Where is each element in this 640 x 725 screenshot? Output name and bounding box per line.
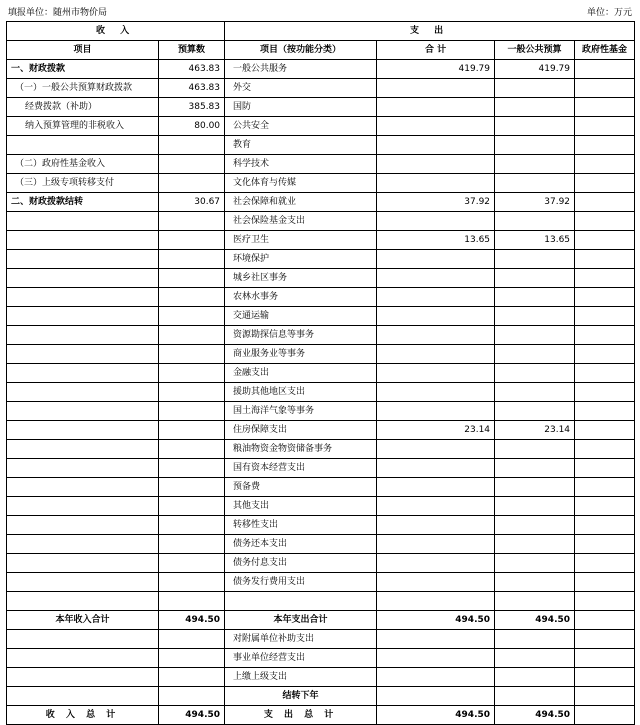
government-fund-cell xyxy=(575,269,635,288)
income-amount-cell: 80.00 xyxy=(159,117,225,136)
income-amount-cell xyxy=(159,516,225,535)
expense-total-cell xyxy=(377,155,495,174)
expense-total-cell xyxy=(377,554,495,573)
government-fund-cell xyxy=(575,117,635,136)
expense-item-cell: 对附属单位补助支出 xyxy=(225,630,377,649)
income-amount-cell: 463.83 xyxy=(159,79,225,98)
table-row xyxy=(7,516,635,535)
general-public-budget-cell xyxy=(495,668,575,687)
expense-total-cell xyxy=(377,630,495,649)
income-item-cell xyxy=(7,383,159,402)
table-row xyxy=(7,611,635,630)
expense-total-cell: 13.65 xyxy=(377,231,495,250)
expense-item-cell: 国防 xyxy=(225,98,377,117)
income-amount-cell xyxy=(159,478,225,497)
expense-total-cell xyxy=(377,212,495,231)
expense-item-cell: 科学技术 xyxy=(225,155,377,174)
expense-total-cell xyxy=(377,402,495,421)
expense-total-cell xyxy=(377,269,495,288)
filing-unit-label: 填报单位：随州市物价局 xyxy=(8,8,108,18)
expense-total-cell xyxy=(377,383,495,402)
income-item-cell xyxy=(7,136,159,155)
general-public-budget-cell xyxy=(495,345,575,364)
income-amount-cell xyxy=(159,383,225,402)
expense-item-cell: 交通运输 xyxy=(225,307,377,326)
expense-item-cell: 社会保险基金支出 xyxy=(225,212,377,231)
expense-item-cell: 债务还本支出 xyxy=(225,535,377,554)
general-public-budget-cell xyxy=(495,155,575,174)
income-item-cell xyxy=(7,307,159,326)
table-row xyxy=(7,288,635,307)
expense-item-cell: 债务发行费用支出 xyxy=(225,573,377,592)
general-public-budget-cell xyxy=(495,649,575,668)
general-public-budget-cell xyxy=(495,592,575,611)
government-fund-cell xyxy=(575,535,635,554)
table-row xyxy=(7,630,635,649)
government-fund-cell xyxy=(575,288,635,307)
col-total: 合 计 xyxy=(377,41,495,60)
government-fund-cell xyxy=(575,592,635,611)
expense-item-cell: 援助其他地区支出 xyxy=(225,383,377,402)
income-amount-cell xyxy=(159,269,225,288)
general-public-budget-cell: 13.65 xyxy=(495,231,575,250)
expense-group-header: 支 出 xyxy=(225,22,635,41)
income-item-cell xyxy=(7,212,159,231)
expense-total-cell xyxy=(377,516,495,535)
expense-item-cell: 一般公共服务 xyxy=(225,60,377,79)
income-amount-cell xyxy=(159,345,225,364)
income-amount-cell: 494.50 xyxy=(159,611,225,630)
government-fund-cell xyxy=(575,478,635,497)
income-item-cell: 纳入预算管理的非税收入 xyxy=(7,117,159,136)
col-general-public-budget: 一般公共预算 xyxy=(495,41,575,60)
income-amount-cell xyxy=(159,497,225,516)
expense-total-cell xyxy=(377,250,495,269)
income-item-cell xyxy=(7,269,159,288)
expense-item-cell: 社会保障和就业 xyxy=(225,193,377,212)
table-row xyxy=(7,155,635,174)
income-amount-cell xyxy=(159,421,225,440)
expense-item-cell: 教育 xyxy=(225,136,377,155)
general-public-budget-cell: 23.14 xyxy=(495,421,575,440)
expense-item-cell: 其他支出 xyxy=(225,497,377,516)
expense-total-cell: 37.92 xyxy=(377,193,495,212)
income-amount-cell xyxy=(159,402,225,421)
government-fund-cell xyxy=(575,402,635,421)
general-public-budget-cell: 419.79 xyxy=(495,60,575,79)
general-public-budget-cell xyxy=(495,535,575,554)
government-fund-cell xyxy=(575,668,635,687)
income-grand-total-amount: 494.50 xyxy=(159,706,225,725)
general-public-budget-cell xyxy=(495,117,575,136)
expense-item-cell: 农林水事务 xyxy=(225,288,377,307)
expense-item-cell: 债务付息支出 xyxy=(225,554,377,573)
government-fund-grand-total-amount xyxy=(575,706,635,725)
general-public-budget-cell xyxy=(495,326,575,345)
government-fund-cell xyxy=(575,364,635,383)
government-fund-cell xyxy=(575,421,635,440)
column-header-row xyxy=(7,41,635,60)
general-public-budget-cell xyxy=(495,79,575,98)
income-amount-cell xyxy=(159,573,225,592)
expense-total-cell xyxy=(377,649,495,668)
government-fund-cell xyxy=(575,60,635,79)
income-item-cell: 二、财政拨款结转 xyxy=(7,193,159,212)
income-amount-cell xyxy=(159,231,225,250)
expense-total-cell xyxy=(377,98,495,117)
income-item-cell xyxy=(7,288,159,307)
general-public-budget-cell xyxy=(495,687,575,706)
expense-total-cell xyxy=(377,573,495,592)
general-public-budget-cell xyxy=(495,269,575,288)
income-item-cell xyxy=(7,573,159,592)
col-expense-item: 项目（按功能分类） xyxy=(225,41,377,60)
expense-item-cell: 预备费 xyxy=(225,478,377,497)
table-row xyxy=(7,554,635,573)
income-item-cell xyxy=(7,440,159,459)
table-row xyxy=(7,79,635,98)
expense-total-cell xyxy=(377,288,495,307)
expense-item-cell: 事业单位经营支出 xyxy=(225,649,377,668)
government-fund-cell xyxy=(575,440,635,459)
income-amount-cell xyxy=(159,250,225,269)
general-public-budget-cell xyxy=(495,364,575,383)
income-amount-cell xyxy=(159,364,225,383)
income-item-cell: 经费拨款（补助） xyxy=(7,98,159,117)
table-row xyxy=(7,478,635,497)
government-fund-cell xyxy=(575,326,635,345)
government-fund-cell xyxy=(575,554,635,573)
expense-item-cell xyxy=(225,592,377,611)
expense-total-cell xyxy=(377,307,495,326)
table-row xyxy=(7,345,635,364)
expense-total-cell xyxy=(377,535,495,554)
general-public-budget-cell xyxy=(495,212,575,231)
general-public-budget-cell xyxy=(495,554,575,573)
table-row xyxy=(7,535,635,554)
general-public-budget-cell xyxy=(495,288,575,307)
general-public-budget-cell xyxy=(495,440,575,459)
expense-item-cell: 国土海洋气象等事务 xyxy=(225,402,377,421)
income-item-cell xyxy=(7,250,159,269)
government-fund-cell xyxy=(575,174,635,193)
expense-item-cell: 本年支出合计 xyxy=(225,611,377,630)
table-row xyxy=(7,136,635,155)
income-amount-cell xyxy=(159,307,225,326)
expense-total-cell: 494.50 xyxy=(377,611,495,630)
income-item-cell xyxy=(7,687,159,706)
income-item-cell xyxy=(7,231,159,250)
income-item-cell xyxy=(7,649,159,668)
government-fund-cell xyxy=(575,383,635,402)
expense-item-cell: 商业服务业等事务 xyxy=(225,345,377,364)
table-row xyxy=(7,174,635,193)
report-header xyxy=(6,0,634,21)
general-public-budget-cell xyxy=(495,402,575,421)
income-amount-cell xyxy=(159,136,225,155)
expense-total-cell xyxy=(377,668,495,687)
income-item-cell xyxy=(7,326,159,345)
grand-total-row xyxy=(7,706,635,725)
income-item-cell xyxy=(7,364,159,383)
table-row xyxy=(7,668,635,687)
table-row xyxy=(7,573,635,592)
expense-total-cell: 23.14 xyxy=(377,421,495,440)
expense-item-cell: 城乡社区事务 xyxy=(225,269,377,288)
table-row xyxy=(7,459,635,478)
expense-total-cell xyxy=(377,687,495,706)
table-row xyxy=(7,212,635,231)
income-item-cell xyxy=(7,478,159,497)
expense-total-cell xyxy=(377,345,495,364)
income-amount-cell xyxy=(159,459,225,478)
government-fund-cell xyxy=(575,307,635,326)
expense-total-cell xyxy=(377,174,495,193)
government-fund-cell xyxy=(575,98,635,117)
income-amount-cell: 463.83 xyxy=(159,60,225,79)
general-public-budget-cell xyxy=(495,630,575,649)
income-amount-cell xyxy=(159,630,225,649)
table-row xyxy=(7,649,635,668)
expense-item-cell: 资源勘探信息等事务 xyxy=(225,326,377,345)
expense-total-cell xyxy=(377,478,495,497)
income-item-cell: （一）一般公共预算财政拨款 xyxy=(7,79,159,98)
table-row xyxy=(7,497,635,516)
expense-grand-total-label: 支 出 总 计 xyxy=(225,706,377,725)
expense-item-cell: 公共安全 xyxy=(225,117,377,136)
government-fund-cell xyxy=(575,136,635,155)
income-item-cell: 一、财政拨款 xyxy=(7,60,159,79)
income-item-cell xyxy=(7,630,159,649)
government-fund-cell xyxy=(575,231,635,250)
government-fund-cell xyxy=(575,193,635,212)
government-fund-cell xyxy=(575,155,635,174)
table-row xyxy=(7,269,635,288)
general-public-budget-cell xyxy=(495,459,575,478)
general-public-budget-cell xyxy=(495,136,575,155)
income-amount-cell: 385.83 xyxy=(159,98,225,117)
general-public-budget-cell xyxy=(495,174,575,193)
government-fund-cell xyxy=(575,649,635,668)
government-fund-cell xyxy=(575,611,635,630)
income-amount-cell xyxy=(159,687,225,706)
income-item-cell xyxy=(7,497,159,516)
income-item-cell xyxy=(7,402,159,421)
budget-table xyxy=(6,21,635,725)
expense-item-cell: 国有资本经营支出 xyxy=(225,459,377,478)
income-amount-cell xyxy=(159,440,225,459)
table-row xyxy=(7,364,635,383)
income-amount-cell: 30.67 xyxy=(159,193,225,212)
expense-item-cell: 转移性支出 xyxy=(225,516,377,535)
income-amount-cell xyxy=(159,668,225,687)
government-fund-cell xyxy=(575,687,635,706)
general-public-budget-cell xyxy=(495,250,575,269)
expense-item-cell: 上缴上级支出 xyxy=(225,668,377,687)
general-public-grand-total-amount: 494.50 xyxy=(495,706,575,725)
income-amount-cell xyxy=(159,212,225,231)
general-public-budget-cell xyxy=(495,478,575,497)
general-public-budget-cell xyxy=(495,497,575,516)
general-public-budget-cell: 494.50 xyxy=(495,611,575,630)
col-income-amount: 预算数 xyxy=(159,41,225,60)
government-fund-cell xyxy=(575,573,635,592)
expense-total-cell xyxy=(377,136,495,155)
table-row xyxy=(7,250,635,269)
table-row xyxy=(7,193,635,212)
income-item-cell xyxy=(7,516,159,535)
government-fund-cell xyxy=(575,250,635,269)
group-header-row xyxy=(7,22,635,41)
expense-total-cell xyxy=(377,79,495,98)
expense-total-cell xyxy=(377,326,495,345)
government-fund-cell xyxy=(575,516,635,535)
table-row xyxy=(7,592,635,611)
expense-total-cell xyxy=(377,459,495,478)
government-fund-cell xyxy=(575,79,635,98)
expense-item-cell: 环境保护 xyxy=(225,250,377,269)
general-public-budget-cell xyxy=(495,383,575,402)
income-group-header: 收 入 xyxy=(7,22,225,41)
expense-grand-total-amount: 494.50 xyxy=(377,706,495,725)
table-row xyxy=(7,117,635,136)
income-amount-cell xyxy=(159,174,225,193)
currency-unit-label: 单位：万元 xyxy=(586,8,632,18)
income-amount-cell xyxy=(159,535,225,554)
table-row xyxy=(7,421,635,440)
income-amount-cell xyxy=(159,554,225,573)
table-row xyxy=(7,383,635,402)
expense-item-cell: 结转下年 xyxy=(225,687,377,706)
expense-item-cell: 粮油物资金物资储备事务 xyxy=(225,440,377,459)
table-row xyxy=(7,98,635,117)
general-public-budget-cell xyxy=(495,307,575,326)
expense-item-cell: 金融支出 xyxy=(225,364,377,383)
expense-total-cell xyxy=(377,592,495,611)
expense-item-cell: 住房保障支出 xyxy=(225,421,377,440)
income-item-cell xyxy=(7,459,159,478)
table-row xyxy=(7,60,635,79)
government-fund-cell xyxy=(575,459,635,478)
income-item-cell xyxy=(7,421,159,440)
col-income-item: 项目 xyxy=(7,41,159,60)
income-amount-cell xyxy=(159,155,225,174)
income-grand-total-label: 收 入 总 计 xyxy=(7,706,159,725)
government-fund-cell xyxy=(575,630,635,649)
income-item-cell xyxy=(7,554,159,573)
expense-item-cell: 外交 xyxy=(225,79,377,98)
income-amount-cell xyxy=(159,649,225,668)
general-public-budget-cell: 37.92 xyxy=(495,193,575,212)
expense-total-cell: 419.79 xyxy=(377,60,495,79)
government-fund-cell xyxy=(575,497,635,516)
general-public-budget-cell xyxy=(495,516,575,535)
income-amount-cell xyxy=(159,592,225,611)
table-row xyxy=(7,440,635,459)
table-row xyxy=(7,687,635,706)
col-government-fund: 政府性基金 xyxy=(575,41,635,60)
income-item-cell xyxy=(7,535,159,554)
government-fund-cell xyxy=(575,212,635,231)
general-public-budget-cell xyxy=(495,573,575,592)
income-item-cell xyxy=(7,592,159,611)
income-amount-cell xyxy=(159,326,225,345)
income-amount-cell xyxy=(159,288,225,307)
government-fund-cell xyxy=(575,345,635,364)
expense-total-cell xyxy=(377,364,495,383)
expense-item-cell: 医疗卫生 xyxy=(225,231,377,250)
expense-total-cell xyxy=(377,440,495,459)
income-item-cell: 本年收入合计 xyxy=(7,611,159,630)
expense-item-cell: 文化体育与传媒 xyxy=(225,174,377,193)
income-item-cell xyxy=(7,668,159,687)
income-item-cell: （二）政府性基金收入 xyxy=(7,155,159,174)
table-row xyxy=(7,307,635,326)
table-row xyxy=(7,402,635,421)
expense-total-cell xyxy=(377,497,495,516)
table-row xyxy=(7,231,635,250)
general-public-budget-cell xyxy=(495,98,575,117)
income-item-cell: （三）上级专项转移支付 xyxy=(7,174,159,193)
expense-total-cell xyxy=(377,117,495,136)
table-row xyxy=(7,326,635,345)
income-item-cell xyxy=(7,345,159,364)
